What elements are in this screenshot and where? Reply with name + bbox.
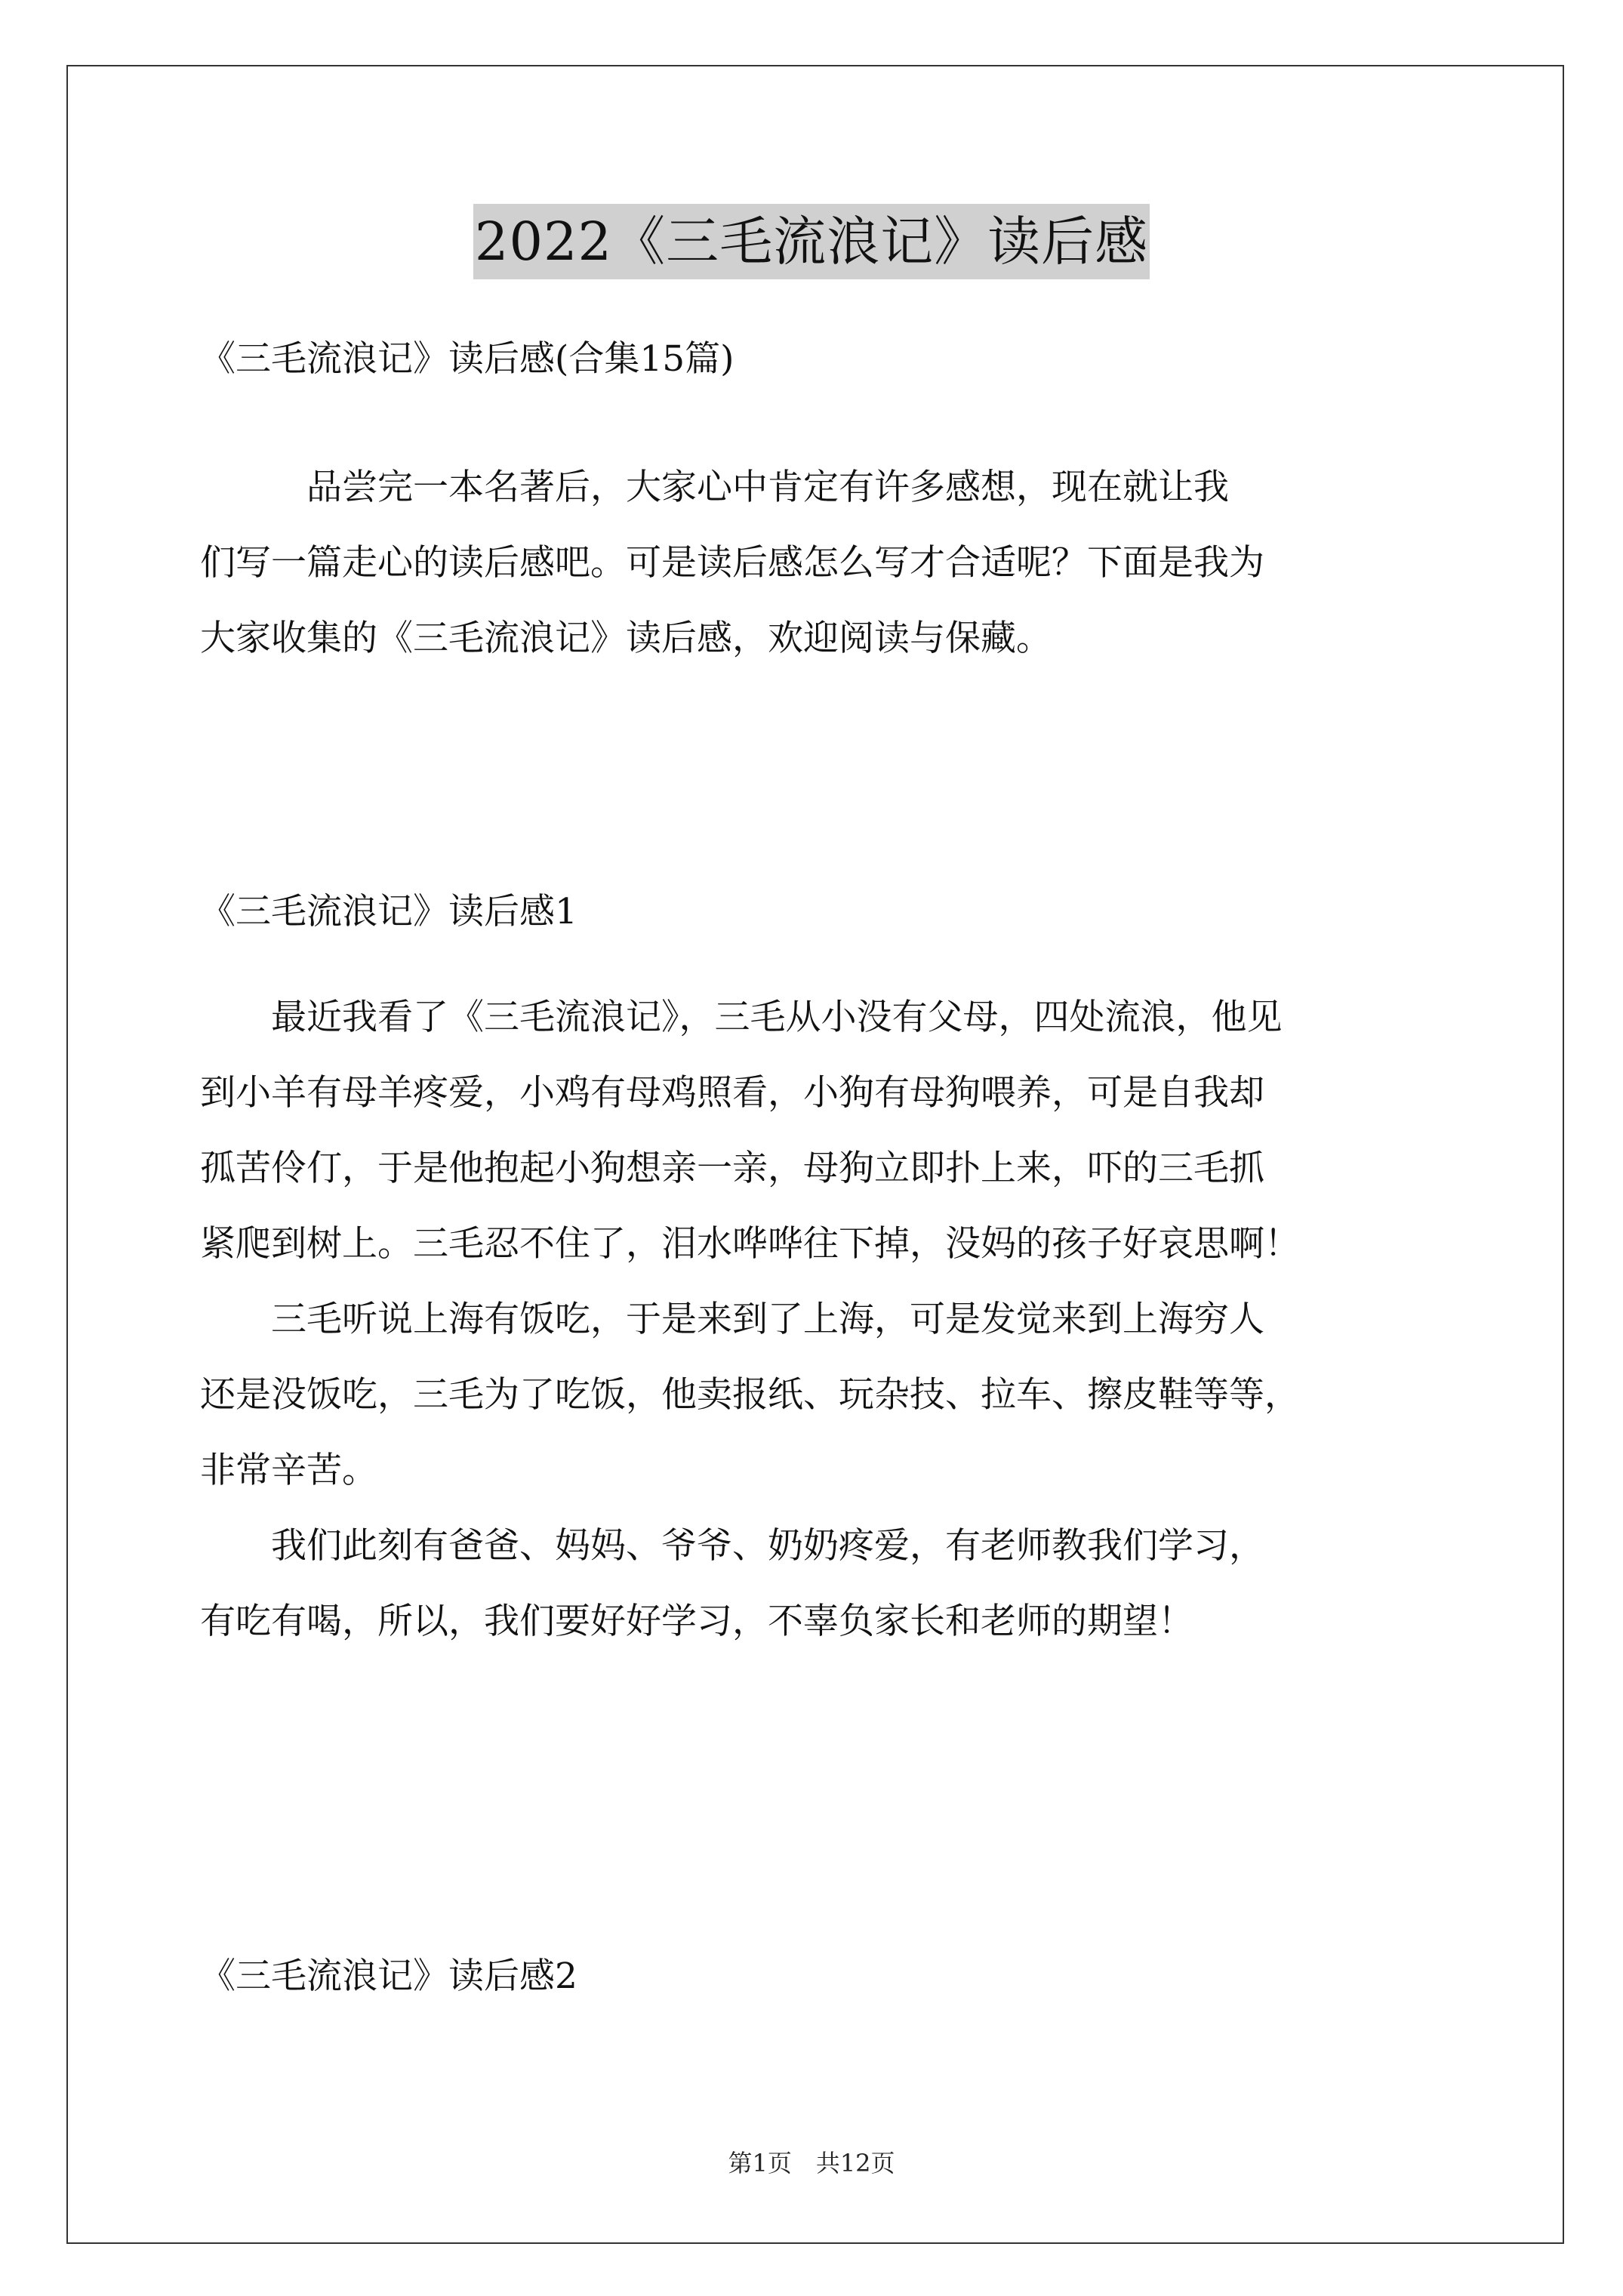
section2-heading-block [200,1939,1438,2014]
section1-line: 非常辛苦。 [200,1450,377,1491]
page-title: 2022《三毛流浪记》读后感 [473,204,1150,279]
section2-heading: 《三毛流浪记》读后感2 [200,1955,577,1997]
intro-line: 们写一篇走心的读后感吧。可是读后感怎么写才合适呢？下面是我为 [200,542,1264,584]
section1-line: 我们此刻有爸爸、妈妈、爷爷、奶奶疼爱，有老师教我们学习， [200,1525,1264,1567]
section1-line: 最近我看了《三毛流浪记》，三毛从小没有父母，四处流浪，他见 [200,997,1283,1038]
subtitle-block [200,322,1438,397]
section1-line: 紧爬到树上。三毛忍不住了，泪水哗哗往下掉，没妈的孩子好哀思啊！ [200,1223,1300,1265]
intro-line: 大家收集的《三毛流浪记》读后感，欢迎阅读与保藏。 [200,618,1052,659]
document-subtitle: 《三毛流浪记》读后感(合集15篇) [200,338,735,380]
section1-heading: 《三毛流浪记》读后感1 [200,891,577,932]
intro-paragraph [200,450,1438,676]
section1-body [200,980,1438,1660]
section1-line: 到小羊有母羊疼爱，小鸡有母鸡照看，小狗有母狗喂养，可是自我却 [200,1072,1264,1114]
section1-line: 孤苦伶仃，于是他抱起小狗想亲一亲，母狗立即扑上来，吓的三毛抓 [200,1148,1264,1189]
section1-line: 有吃有喝，所以，我们要好好学习，不辜负家长和老师的期望！ [200,1601,1193,1642]
section1-heading-block [200,874,1438,950]
intro-line: 品尝完一本名著后，大家心中肯定有许多感想，现在就让我 [200,467,1229,508]
title-container [0,204,1623,279]
section1-line: 三毛听说上海有饭吃，于是来到了上海，可是发觉来到上海穷人 [200,1299,1264,1340]
page-footer: 第1页 共12页 [728,2149,895,2177]
section1-line: 还是没饭吃，三毛为了吃饭，他卖报纸、玩杂技、拉车、擦皮鞋等等， [200,1374,1300,1416]
